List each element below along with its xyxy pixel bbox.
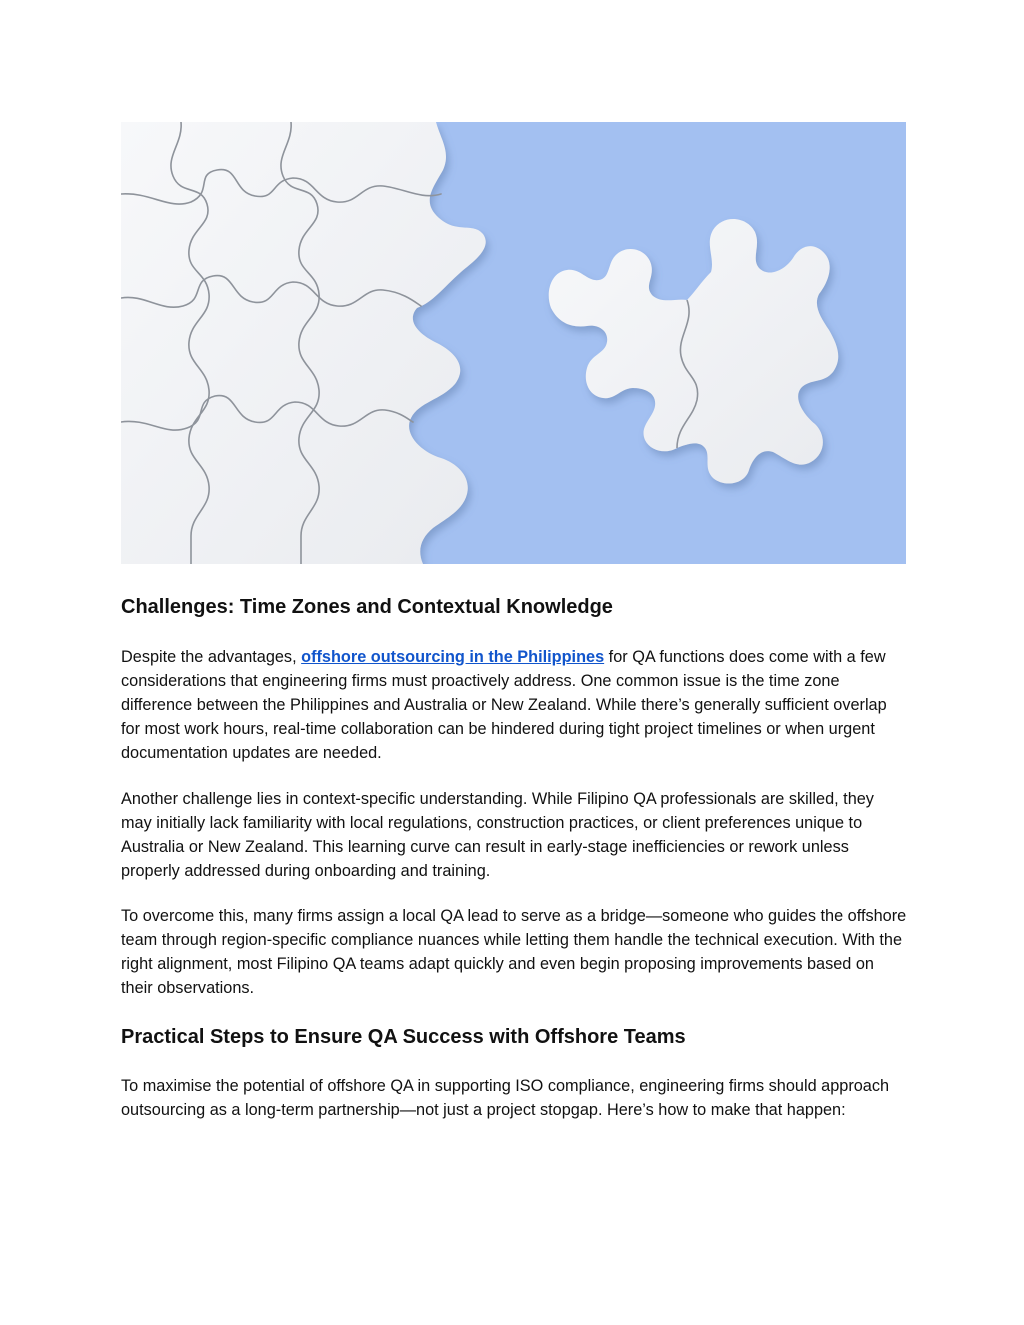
hero-image-puzzle [121, 122, 906, 564]
paragraph-text-before-link: Despite the advantages, [121, 648, 302, 666]
paragraph-practical-steps-intro: To maximise the potential of offshore QA in supporting ISO compliance, engineering firms should approach outsourcing as a long-term partnership—not just a project stopgap. Here’s how to make that happen: [121, 1077, 890, 1119]
paragraph-challenges-intro [121, 645, 907, 765]
offshore-outsourcing-link[interactable]: offshore outsourcing in the Philippines [301, 648, 605, 666]
paragraph-local-qa-lead: To overcome this, many firms assign a local QA lead to serve as a bridge—someone who guides the offshore team through region-specific compliance nuances while letting them handle the technical execution. With the right alignment, most Filipino QA teams adapt quickly and even begin proposing improvements based on their observations. [121, 907, 907, 997]
assembled-puzzle-block [121, 122, 486, 564]
paragraph-context-understanding: Another challenge lies in context-specific understanding. While Filipino QA professionals are skilled, they may initially lack familiarity with local regulations, construction practices, or client preferences unique to Australia or New Zealand. This learning curve can result in early-stage inefficiencies or rework unless properly addressed during onboarding and training. [121, 790, 874, 880]
puzzle-illustration [121, 122, 906, 564]
section-heading-practical-steps: Practical Steps to Ensure QA Success with Offshore Teams [121, 1026, 686, 1048]
section-heading-challenges: Challenges: Time Zones and Contextual Knowledge [121, 596, 613, 618]
paragraph-text-after-link: for QA functions does come with a few considerations that engineering firms must proactively address. One common issue is the time zone difference between the Philippines and Australia or New Zealand. While there’s generally sufficient overlap for most work hours, real-time collaboration can be hindered during tight project timelines or when urgent documentation updates are needed. [121, 648, 887, 762]
